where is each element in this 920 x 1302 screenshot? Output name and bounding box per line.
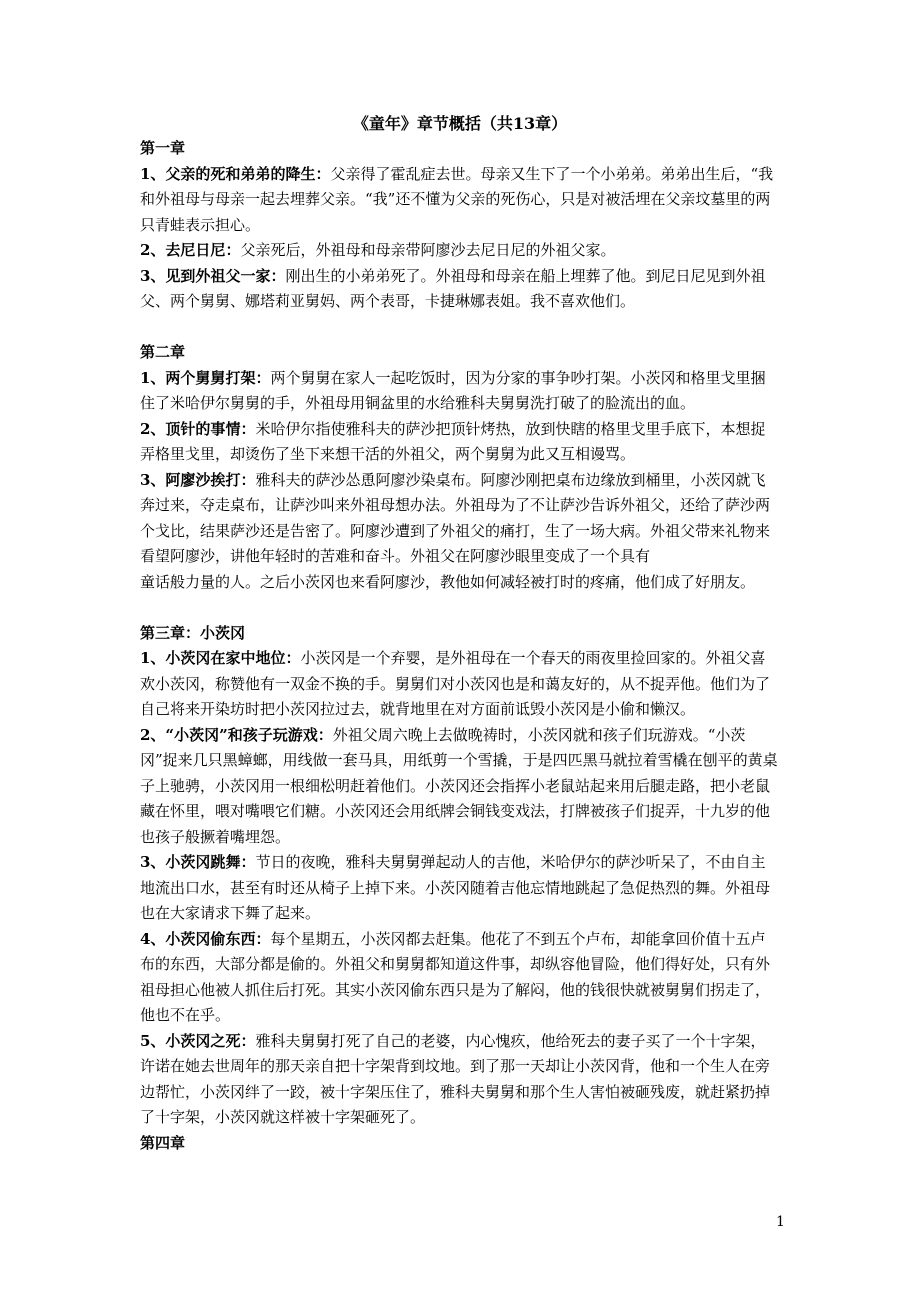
chapter-heading: 第三章：小茨冈 [140, 623, 246, 642]
paragraph [140, 264, 780, 315]
paragraph [140, 850, 780, 927]
item-text: 父亲死后，外祖母和母亲带阿廖沙去尼日尼的外祖父家。 [240, 241, 616, 259]
item-title: 2、去尼日尼： [140, 241, 241, 259]
paragraph-gap [140, 315, 780, 341]
chapter-heading: 第四章 [140, 1133, 186, 1152]
item-title: 2、“小茨冈”和孩子玩游戏： [140, 725, 333, 744]
paragraph [140, 1029, 780, 1131]
paragraph [140, 238, 780, 264]
paragraph [140, 162, 780, 239]
item-title: 3、小茨冈跳舞： [140, 853, 256, 871]
item-text: 每个星期五，小茨冈都去赶集。他花了不到五个卢布，却能拿回价值十五卢布的东西，大部分都是偷的。外祖父和舅舅都知道这件事，却纵容他冒险，他们得好处，只有外祖母担心他被人抓住后打死。其实小茨冈偷东西只是为了解闷，他的钱很快就被舅舅们拐走了，他也不在乎。 [140, 929, 771, 1024]
paragraph-continuation: 童话般力量的人。之后小茨冈也来看阿廖沙，教他如何减轻被打时的疼痛，他们成了好朋友。 [140, 572, 756, 591]
item-title: 1、小茨冈在家中地位： [140, 649, 301, 667]
item-text: 雅科夫舅舅打死了自己的老婆，内心愧疚，他给死去的妻子买了一个十字架，许诺在她去世周年的那天亲自把十字架背到坟地。到了那一天却让小茨冈背，他和一个生人在旁边帮忙，小茨冈绊了一跤，被十字架压住了，雅科夫舅舅和那个生人害怕被砸残废，就赶紧扔掉了十字架，小茨冈就这样被十字架砸死了。 [140, 1031, 771, 1126]
document-body [140, 136, 780, 1156]
item-text: 节日的夜晚，雅科夫舅舅弹起动人的吉他，米哈伊尔的萨沙听呆了，不由自主地流出口水，甚至有时还从椅子上掉下来。小茨冈随着吉他忘情地跳起了急促热烈的舞。外祖母也在大家请求下舞了起来。 [140, 853, 771, 922]
page-number: 1 [776, 1214, 785, 1230]
item-text: 米哈伊尔指使雅科夫的萨沙把顶针烤热，放到快瞎的格里戈里手底下，本想捉弄格里戈里，却烫伤了坐下来想干活的外祖父，两个舅舅为此又互相谩骂。 [140, 419, 766, 463]
paragraph [140, 366, 780, 417]
item-title: 3、阿廖沙挨打： [140, 470, 256, 489]
paragraph-gap [140, 595, 780, 621]
paragraph [140, 468, 780, 570]
item-text: 刚出生的小弟弟死了。外祖母和母亲在船上埋葬了他。到尼日尼见到外祖父、两个舅舅、娜塔莉亚舅妈、两个表哥，卡捷琳娜表姐。我不喜欢他们。 [140, 266, 766, 310]
paragraph [140, 723, 780, 851]
document-title: 《童年》章节概括（共13章） [352, 114, 568, 133]
item-title: 3、见到外祖父一家： [140, 266, 286, 285]
paragraph [140, 927, 780, 1029]
item-text: 小茨冈是一个弃婴，是外祖母在一个春天的雨夜里捡回家的。外祖父喜欢小茨冈，称赞他有一双金不换的手。舅舅们对小茨冈也是和蔼友好的，从不捉弄他。他们为了自己将来开染坊时把小茨冈拉过去，就背地里在对方面前诋毁小茨冈是小偷和懒汉。 [140, 649, 771, 718]
item-title: 4、小茨冈偷东西： [140, 929, 271, 948]
item-title: 1、父亲的死和弟弟的降生： [140, 164, 331, 183]
paragraph [140, 417, 780, 468]
chapter-heading: 第二章 [140, 343, 186, 361]
item-title: 2、顶针的事情： [140, 419, 256, 438]
item-title: 5、小茨冈之死： [140, 1031, 256, 1050]
chapter-heading: 第一章 [140, 139, 186, 157]
paragraph [140, 646, 780, 723]
item-text: 外祖父周六晚上去做晚祷时，小茨冈就和孩子们玩游戏。“小茨冈”捉来几只黑蟑螂，用线做一套马具，用纸剪一个雪撬，于是四匹黑马就拉着雪橇在刨平的黄桌子上驰骋，小茨冈用一根细松明赶着他们。小茨冈还会指挥小老鼠站起来用后腿走路，把小老鼠藏在怀里，喂对嘴喂它们糖。小茨冈还会用纸牌会铜钱变戏法，打牌被孩子们捉弄，十九岁的他也孩子般撅着嘴埋怨。 [140, 725, 778, 846]
item-title: 1、两个舅舅打架： [140, 368, 271, 387]
item-text: 两个舅舅在家人一起吃饭时，因为分家的事争吵打架。小茨冈和格里戈里捆住了米哈伊尔舅舅的手，外祖母用铜盆里的水给雅科夫舅舅洗打破了的脸流出的血。 [140, 368, 766, 412]
item-text: 雅科夫的萨沙怂恿阿廖沙染桌布。阿廖沙刚把桌布边缘放到桶里，小茨冈就飞奔过来，夺走桌布，让萨沙叫来外祖母想办法。外祖母为了不让萨沙告诉外祖父，还给了萨沙两个戈比，结果萨沙还是告密了。阿廖沙遭到了外祖父的痛打，生了一场大病。外祖父带来礼物来看望阿廖沙，讲他年轻时的苦难和奋斗。外祖父在阿廖沙眼里变成了一个具有 [140, 470, 771, 565]
item-text: 父亲得了霍乱症去世。母亲又生下了一个小弟弟。弟弟出生后，“我和外祖母与母亲一起去埋葬父亲。“我”还不懂为父亲的死伤心，只是对被活埋在父亲坟墓里的两只青蛙表示担心。 [140, 164, 774, 234]
